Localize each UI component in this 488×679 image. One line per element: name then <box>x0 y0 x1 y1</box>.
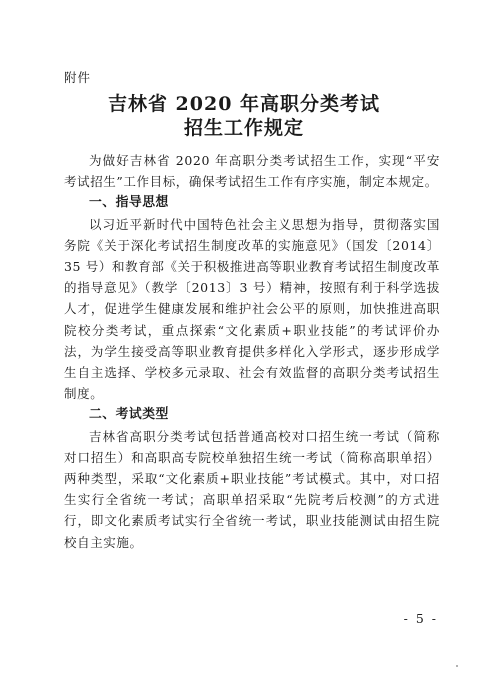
document-body <box>64 150 440 553</box>
scan-dot-mark <box>456 665 458 667</box>
section-body-guiding-ideology: 以习近平新时代中国特色社会主义思想为指导，贯彻落实国务院《关于深化考试招生制度改革的实施意见》（国发〔2014〕35 号）和教育部《关于积极推进高等职业教育考试招生制度改革的指导意见》（教学〔2013〕3 号）精神，按照有利于科学选拔人才，促进学生健康发展和维护社会公平的原则，加快推进高职院校分类考试，重点探索“文化素质+职业技能”的考试评价办法，为学生接受高等职业教育提供多样化入学形式，逐步形成学生自主选择、学校多元录取、社会有效监督的高职分类考试招生制度。 <box>64 216 440 402</box>
document-title-line1: 吉林省 2020 年高职分类考试 <box>107 93 381 115</box>
page-number: - 5 - <box>403 611 438 626</box>
section-body-exam-types: 吉林省高职分类考试包括普通高校对口招生统一考试（简称对口招生）和高职高专院校单独招生统一考试（简称高职单招）两种类型，采取“文化素质+职业技能”考试模式。其中，对口招生实行全省统一考试；高职单招采取“先院考后校测”的方式进行，即文化素质考试实行全省统一考试，职业技能测试由招生院校自主实施。 <box>64 428 440 550</box>
section-heading-guiding-ideology: 一、指导思想 <box>89 195 169 211</box>
document-title-line2: 招生工作规定 <box>183 117 304 139</box>
attachment-label: 附件 <box>64 70 92 85</box>
section-heading-exam-types: 二、考试类型 <box>89 407 169 423</box>
intro-paragraph: 为做好吉林省 2020 年高职分类考试招生工作，实现“平安考试招生”工作目标，确保考试招生工作有序实施，制定本规定。 <box>64 153 440 190</box>
